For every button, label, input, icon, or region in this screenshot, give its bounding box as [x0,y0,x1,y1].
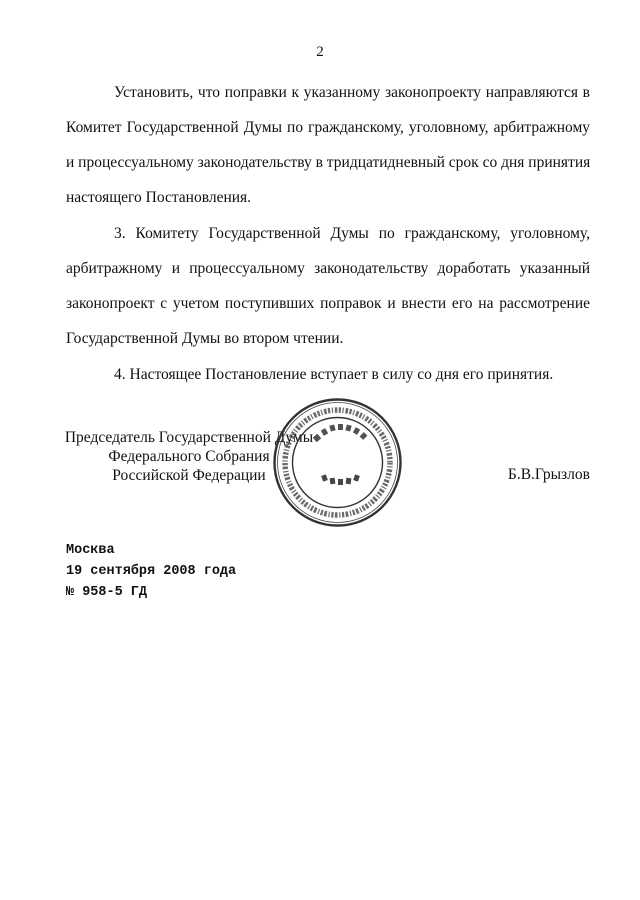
signatory-title-line: Российской Федерации [112,467,266,484]
paragraph-line: законопроект с учетом поступивших поправок и внести его на рассмотрение [66,295,590,312]
signatory-name: Б.В.Грызлов [507,466,590,483]
footer-document-number: № 958-5 ГД [66,585,148,600]
signatory-title-line: Федерального Собрания [108,448,270,465]
paragraph-line: Комитет Государственной Думы по гражданскому, уголовному, арбитражному [66,119,590,136]
paragraph-amendments [66,75,590,215]
signatory-title-line: Председатель Государственной Думы [64,429,314,446]
paragraph-line: Государственной Думы во втором чтении. [66,330,344,347]
paragraph-line: Установить, что поправки к указанному законопроекту направляются в [114,84,590,101]
paragraph-4-effective: 4. Настоящее Постановление вступает в силу со дня его принятия. [114,366,554,383]
document-footer [66,540,236,603]
page-number: 2 [316,44,324,60]
official-stamp [270,395,405,530]
footer-city: Москва [66,543,115,558]
paragraph-line: 3. Комитету Государственной Думы по гражданскому, уголовному, [114,225,590,242]
paragraph-line: настоящего Постановления. [66,189,252,206]
footer-date: 19 сентября 2008 года [66,564,237,579]
paragraph-line: арбитражному и процессуальному законодательству доработать указанный [66,260,590,277]
paragraph-line: и процессуальному законодательству в тридцатидневный срок со дня принятия [66,154,591,171]
paragraph-3-committee [66,216,590,356]
